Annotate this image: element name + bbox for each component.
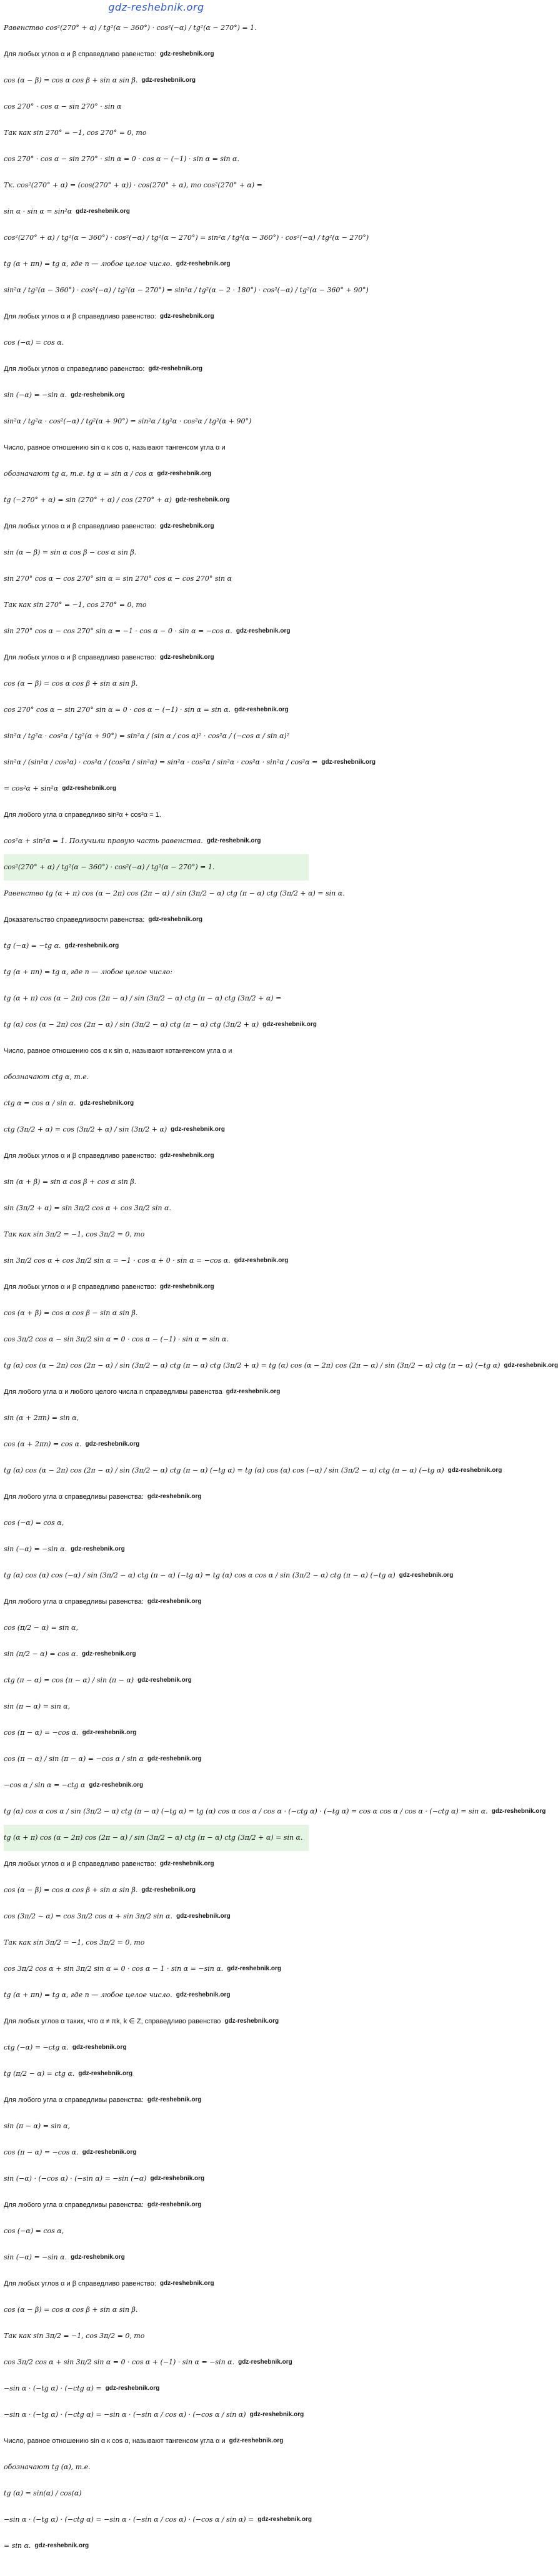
line-text: Для любых углов α и β справедливо равенство: bbox=[4, 313, 156, 320]
watermark: gdz-reshebnik.org bbox=[89, 1782, 144, 1789]
math-line bbox=[4, 1300, 309, 1326]
line-text: sin²α / tg²α · cos²(−α) / tg²(α + 90°) = sin²α / tg²α · cos²α / tg²(α + 90°) bbox=[4, 417, 252, 425]
line-text: sin (π − α) = sin α, bbox=[4, 2122, 71, 2130]
line-text: −sin α · (−tg α) · (−ctg α) = −sin α · (−sin α / cos α) · (−cos α / sin α) bbox=[4, 2411, 246, 2419]
watermark: gdz-reshebnik.org bbox=[141, 1887, 196, 1893]
watermark: gdz-reshebnik.org bbox=[141, 77, 196, 84]
watermark: gdz-reshebnik.org bbox=[147, 1755, 202, 1762]
line-text: cos 270° · cos α − sin 270° · sin α = 0 · cos α − (−1) · sin α = sin α. bbox=[4, 155, 239, 163]
line-text: cos 3π/2 cos α + sin 3π/2 sin α = 0 · cos α − 1 · sin α = −sin α. bbox=[4, 1965, 224, 1973]
math-line bbox=[4, 15, 309, 41]
math-line bbox=[4, 618, 309, 644]
math-line bbox=[4, 1903, 309, 1930]
line-text: sin (−α) · (−cos α) · (−sin α) = −sin (−α) bbox=[4, 2174, 147, 2183]
line-text: cos 270° · cos α − sin 270° · sin α bbox=[4, 102, 122, 111]
line-text: tg (α) cos (α − 2π) cos (2π − α) / sin (3π/2 − α) ctg (π − α) (−tg α) = tg (α) cos (α) cos (−α) / sin (3π/2 − α) ctg (π − α) (−tg α) bbox=[4, 1466, 444, 1474]
math-line bbox=[4, 199, 309, 225]
watermark: gdz-reshebnik.org bbox=[227, 1965, 281, 1972]
math-line bbox=[4, 2297, 309, 2323]
explanation-line bbox=[4, 1484, 309, 1510]
explanation-line bbox=[4, 2428, 309, 2454]
watermark: gdz-reshebnik.org bbox=[78, 2070, 133, 2077]
watermark: gdz-reshebnik.org bbox=[159, 1860, 214, 1867]
watermark: gdz-reshebnik.org bbox=[321, 759, 376, 766]
watermark: gdz-reshebnik.org bbox=[159, 313, 214, 320]
math-line bbox=[4, 1641, 309, 1667]
math-line bbox=[4, 723, 309, 749]
explanation-line bbox=[4, 41, 309, 67]
math-line bbox=[4, 1746, 309, 1772]
math-line bbox=[4, 1117, 309, 1143]
math-line bbox=[4, 2454, 309, 2480]
watermark: gdz-reshebnik.org bbox=[159, 1283, 214, 1290]
line-text: Для любых углов α и β справедливо равенство: bbox=[4, 1152, 156, 1160]
watermark: gdz-reshebnik.org bbox=[71, 392, 125, 398]
math-line bbox=[4, 1064, 309, 1090]
watermark: gdz-reshebnik.org bbox=[147, 2096, 202, 2103]
line-text: cos²(270° + α) / tg²(α − 360°) · cos²(−α) / tg²(α − 270°) = sin²α / tg²(α − 360°) · cos²(−α) / tg²(α − 270°) bbox=[4, 234, 369, 242]
math-line bbox=[4, 1169, 309, 1195]
watermark: gdz-reshebnik.org bbox=[82, 2149, 137, 2156]
watermark: gdz-reshebnik.org bbox=[171, 1126, 225, 1133]
line-text: sin (−α) = −sin α. bbox=[4, 2253, 67, 2261]
line-text: cos 270° cos α − sin 270° sin α = 0 · cos α − (−1) · sin α = sin α. bbox=[4, 706, 231, 714]
line-text: ctg (π − α) = cos (π − α) / sin (π − α) bbox=[4, 1676, 134, 1684]
line-text: tg (α + π) cos (α − 2π) cos (2π − α) / sin (3π/2 − α) ctg (π − α) ctg (3π/2 + α) = sin α. bbox=[4, 1833, 303, 1842]
line-text: cos (α − β) = cos α cos β + sin α sin β. bbox=[4, 1886, 138, 1894]
line-text: sin (α + 2πn) = sin α, bbox=[4, 1414, 79, 1422]
line-text: Для любого угла α справедливы равенства: bbox=[4, 2096, 144, 2104]
explanation-line bbox=[4, 644, 309, 671]
line-text: Для любого угла α справедливы равенства: bbox=[4, 1598, 144, 1606]
line-text: Для любых углов α и β справедливо равенство: bbox=[4, 1860, 156, 1868]
watermark: gdz-reshebnik.org bbox=[85, 1441, 140, 1448]
math-line bbox=[4, 1431, 309, 1458]
line-text: Так как sin 3π/2 = −1, cos 3π/2 = 0, то bbox=[4, 2332, 145, 2340]
line-text: cos (−α) = cos α, bbox=[4, 2227, 64, 2235]
watermark: gdz-reshebnik.org bbox=[226, 1388, 281, 1395]
math-line bbox=[4, 985, 309, 1012]
explanation-line bbox=[4, 1589, 309, 1615]
line-text: sin (π − α) = sin α, bbox=[4, 1702, 71, 1710]
watermark: gdz-reshebnik.org bbox=[71, 1546, 125, 1552]
math-line bbox=[4, 697, 309, 723]
watermark: gdz-reshebnik.org bbox=[82, 1729, 137, 1736]
line-text: cos (α − β) = cos α cos β + sin α sin β. bbox=[4, 2306, 138, 2314]
explanation-line bbox=[4, 356, 309, 382]
math-line bbox=[4, 2166, 309, 2192]
explanation-line bbox=[4, 2271, 309, 2297]
watermark: gdz-reshebnik.org bbox=[79, 1100, 134, 1107]
explanation-line bbox=[4, 907, 309, 933]
line-text: обозначают ctg α, т.е. bbox=[4, 1073, 89, 1081]
math-line bbox=[4, 1562, 454, 1589]
line-text: tg (α + πn) = tg α, где n — любое целое число. bbox=[4, 1991, 172, 1999]
line-text: cos (α − β) = cos α cos β + sin α sin β. bbox=[4, 76, 138, 84]
math-line bbox=[4, 540, 309, 566]
watermark: gdz-reshebnik.org bbox=[147, 2201, 202, 2208]
watermark: gdz-reshebnik.org bbox=[224, 2018, 279, 2025]
watermark: gdz-reshebnik.org bbox=[176, 1991, 231, 1998]
watermark: gdz-reshebnik.org bbox=[238, 2359, 292, 2366]
line-text: Так как sin 270° = −1, cos 270° = 0, то bbox=[4, 129, 147, 137]
watermark: gdz-reshebnik.org bbox=[105, 2385, 160, 2392]
result-equation bbox=[4, 1825, 309, 1851]
line-text: cos²(270° + α) / tg²(α − 360°) · cos²(−α) / tg²(α − 270°) = 1. bbox=[4, 863, 215, 871]
explanation-line bbox=[4, 2008, 309, 2035]
watermark: gdz-reshebnik.org bbox=[229, 2437, 284, 2444]
math-line bbox=[4, 1326, 309, 1353]
watermark: gdz-reshebnik.org bbox=[71, 2254, 125, 2261]
line-text: cos (π/2 − α) = sin α, bbox=[4, 1624, 78, 1632]
watermark: gdz-reshebnik.org bbox=[234, 1257, 289, 1264]
line-text: Число, равное отношению sin α к cos α, называют тангенсом угла α и bbox=[4, 444, 226, 452]
watermark: gdz-reshebnik.org bbox=[72, 2044, 127, 2051]
line-text: обозначают tg α, т.е. tg α = sin α / cos α bbox=[4, 470, 154, 478]
watermark: gdz-reshebnik.org bbox=[159, 654, 214, 661]
line-text: Так как sin 3π/2 = −1, cos 3π/2 = 0, то bbox=[4, 1230, 145, 1238]
line-text: ctg (−α) = −ctg α. bbox=[4, 2043, 69, 2051]
line-text: tg (α) = sin(α) / cos(α) bbox=[4, 2489, 82, 2497]
line-text: = sin α. bbox=[4, 2542, 31, 2550]
math-line bbox=[4, 487, 309, 513]
math-line bbox=[4, 1248, 309, 1274]
math-line bbox=[4, 1536, 309, 1562]
watermark: gdz-reshebnik.org bbox=[159, 51, 214, 57]
math-line bbox=[4, 592, 309, 618]
math-line bbox=[4, 2218, 309, 2244]
line-text: cos (−α) = cos α. bbox=[4, 338, 64, 347]
math-line bbox=[4, 2349, 309, 2376]
watermark: gdz-reshebnik.org bbox=[34, 2542, 89, 2549]
line-text: Для любых углов α и β справедливо равенство: bbox=[4, 51, 156, 58]
watermark: gdz-reshebnik.org bbox=[81, 1651, 136, 1657]
watermark: gdz-reshebnik.org bbox=[236, 628, 291, 634]
math-line bbox=[4, 1090, 309, 1117]
line-text: sin²α / (sin²α / cos²α) · cos²α / (cos²α / sin²α) = sin²α · cos²α / sin²α · cos²α · sin²α / cos²α = bbox=[4, 758, 318, 766]
math-line bbox=[4, 959, 309, 985]
explanation-line bbox=[4, 1143, 309, 1169]
line-text: tg (π/2 − α) = ctg α. bbox=[4, 2070, 75, 2078]
line-text: Для любых углов α справедливо равенство: bbox=[4, 365, 145, 373]
math-line bbox=[4, 2402, 309, 2428]
math-line bbox=[4, 1667, 309, 1694]
line-text: cos (α + 2πn) = cos α. bbox=[4, 1440, 82, 1448]
math-line bbox=[4, 225, 369, 251]
solution-document bbox=[0, 15, 558, 2559]
watermark: gdz-reshebnik.org bbox=[62, 785, 116, 792]
line-text: ctg α = cos α / sin α. bbox=[4, 1099, 76, 1107]
explanation-line bbox=[4, 435, 309, 461]
math-line bbox=[4, 1877, 309, 1903]
line-text: sin 3π/2 cos α + cos 3π/2 sin α = −1 · cos α + 0 · sin α = −cos α. bbox=[4, 1256, 231, 1265]
line-text: cos 3π/2 cos α − sin 3π/2 sin α = 0 · cos α − (−1) · sin α = sin α. bbox=[4, 1335, 229, 1343]
explanation-line bbox=[4, 1851, 309, 1877]
math-line bbox=[4, 1720, 309, 1746]
math-line bbox=[4, 2061, 309, 2087]
math-line bbox=[4, 2376, 309, 2402]
math-line bbox=[4, 1012, 317, 1038]
math-line bbox=[4, 94, 309, 120]
math-line bbox=[4, 1458, 502, 1484]
explanation-line bbox=[4, 802, 309, 828]
line-text: cos (π − α) = −cos α. bbox=[4, 2148, 79, 2156]
line-text: Равенство cos²(270° + α) / tg²(α − 360°) · cos²(−α) / tg²(α − 270°) = 1. bbox=[4, 24, 257, 32]
math-line bbox=[4, 671, 309, 697]
line-text: Число, равное отношению cos α к sin α, называют котангенсом угла α и bbox=[4, 1047, 232, 1055]
result-equation bbox=[4, 854, 309, 881]
math-line bbox=[4, 881, 345, 907]
watermark: gdz-reshebnik.org bbox=[159, 1152, 214, 1159]
math-line bbox=[4, 2035, 309, 2061]
math-line bbox=[4, 408, 309, 435]
line-text: Для любого угла α справедливы равенства: bbox=[4, 2201, 144, 2209]
line-text: tg (α) cos (α − 2π) cos (2π − α) / sin (3π/2 − α) ctg (π − α) ctg (3π/2 + α) bbox=[4, 1020, 259, 1029]
watermark: gdz-reshebnik.org bbox=[147, 1598, 202, 1605]
line-text: cos (α − β) = cos α cos β + sin α sin β. bbox=[4, 679, 138, 688]
line-text: Так как sin 3π/2 = −1, cos 3π/2 = 0, то bbox=[4, 1938, 145, 1947]
watermark: gdz-reshebnik.org bbox=[447, 1467, 502, 1474]
line-text: sin (−α) = −sin α. bbox=[4, 1545, 67, 1553]
math-line bbox=[4, 382, 309, 408]
math-line bbox=[4, 1615, 309, 1641]
math-line bbox=[4, 776, 309, 802]
math-line bbox=[4, 2113, 309, 2139]
watermark: gdz-reshebnik.org bbox=[249, 2411, 304, 2418]
watermark: gdz-reshebnik.org bbox=[76, 208, 130, 215]
math-line bbox=[4, 251, 309, 277]
line-text: tg (α + π) cos (α − 2π) cos (2π − α) / sin (3π/2 − α) ctg (π − α) ctg (3π/2 + α) = bbox=[4, 994, 282, 1002]
math-line bbox=[4, 120, 309, 146]
line-text: sin α · sin α = sin²α bbox=[4, 207, 72, 215]
watermark: gdz-reshebnik.org bbox=[491, 1808, 546, 1815]
line-text: sin²α / tg²α · cos²α / tg²(α + 90°) = sin²α / (sin α / cos α)² · cos²α / (−cos α / sin α)² bbox=[4, 732, 290, 740]
math-line bbox=[4, 1195, 309, 1221]
line-text: −sin α · (−tg α) · (−ctg α) = bbox=[4, 2384, 102, 2392]
math-line bbox=[4, 461, 309, 487]
explanation-line bbox=[4, 1038, 309, 1064]
math-line bbox=[4, 277, 369, 303]
math-line bbox=[4, 2139, 309, 2166]
explanation-line bbox=[4, 2087, 309, 2113]
watermark: gdz-reshebnik.org bbox=[157, 470, 212, 477]
watermark: gdz-reshebnik.org bbox=[234, 706, 289, 713]
explanation-line bbox=[4, 513, 309, 540]
line-text: −sin α · (−tg α) · (−ctg α) = −sin α · (−sin α / cos α) · (−cos α / sin α) = bbox=[4, 2515, 254, 2524]
math-line bbox=[4, 1510, 309, 1536]
watermark: gdz-reshebnik.org bbox=[148, 365, 202, 372]
math-line bbox=[4, 2533, 309, 2559]
watermark: gdz-reshebnik.org bbox=[175, 496, 230, 503]
line-text: sin (α + β) = sin α cos β + cos α sin β. bbox=[4, 1178, 137, 1186]
line-text: tg (α + πn) = tg α, где n — любое целое число: bbox=[4, 968, 172, 976]
line-text: −cos α / sin α = −ctg α bbox=[4, 1781, 86, 1789]
line-text: cos (π − α) = −cos α. bbox=[4, 1729, 79, 1737]
line-text: tg (α + πn) = tg α, где n — любое целое число. bbox=[4, 260, 172, 268]
explanation-line bbox=[4, 1274, 309, 1300]
line-text: tg (−270° + α) = sin (270° + α) / cos (270° + α) bbox=[4, 496, 172, 504]
line-text: sin 270° cos α − cos 270° sin α = sin 270° cos α − cos 270° sin α bbox=[4, 575, 232, 583]
watermark: gdz-reshebnik.org bbox=[159, 2280, 214, 2287]
line-text: tg (−α) = −tg α. bbox=[4, 942, 61, 950]
line-text: Равенство tg (α + π) cos (α − 2π) cos (2π − α) / sin (3π/2 − α) ctg (π − α) ctg (3π/2 + α) = sin α. bbox=[4, 889, 345, 897]
math-line bbox=[4, 1405, 309, 1431]
line-text: cos 3π/2 cos α + sin 3π/2 sin α = 0 · cos α + (−1) · sin α = −sin α. bbox=[4, 2358, 235, 2366]
line-text: cos (π − α) / sin (π − α) = −cos α / sin α bbox=[4, 1755, 144, 1763]
line-text: ctg (3π/2 + α) = cos (3π/2 + α) / sin (3π/2 + α) bbox=[4, 1125, 167, 1133]
line-text: sin (3π/2 + α) = sin 3π/2 cos α + cos 3π/2 sin α. bbox=[4, 1204, 171, 1212]
watermark: gdz-reshebnik.org bbox=[257, 2516, 312, 2523]
line-text: sin²α / tg²(α − 360°) · cos²(−α) / tg²(α − 270°) = sin²α / tg²(α − 2 · 180°) · cos²(−α) / tg²(α − 360° + 90°) bbox=[4, 286, 369, 294]
explanation-line bbox=[4, 2192, 309, 2218]
line-text: tg (α) cos (α − 2π) cos (2π − α) / sin (3π/2 − α) ctg (π − α) ctg (3π/2 + α) = tg (α) cos (α − 2π) cos (2π − α) / sin (3π/2 − α) ctg (π − α) (−tg α) bbox=[4, 1361, 501, 1369]
line-text: sin (π/2 − α) = cos α. bbox=[4, 1650, 78, 1658]
watermark: gdz-reshebnik.org bbox=[148, 916, 203, 923]
line-text: cos²α + sin²α = 1. Получили правую часть равенства. bbox=[4, 837, 203, 845]
math-line bbox=[4, 828, 309, 854]
line-text: sin (α − β) = sin α cos β − cos α sin β. bbox=[4, 548, 137, 556]
math-line bbox=[4, 2480, 309, 2507]
line-text: tg (α) cos (α) cos (−α) / sin (3π/2 − α) ctg (π − α) (−tg α) = tg (α) cos α cos α / sin (3π/2 − α) ctg (π − α) (−tg α) bbox=[4, 1571, 396, 1579]
line-text: обозначают tg (α), т.е. bbox=[4, 2463, 91, 2471]
line-text: Для любых углов α и β справедливо равенство: bbox=[4, 2280, 156, 2287]
watermark: gdz-reshebnik.org bbox=[399, 1572, 454, 1579]
math-line bbox=[4, 172, 309, 199]
watermark: gdz-reshebnik.org bbox=[504, 1362, 558, 1369]
watermark: gdz-reshebnik.org bbox=[137, 1677, 192, 1684]
line-text: cos (−α) = cos α, bbox=[4, 1519, 64, 1527]
line-text: sin 270° cos α − cos 270° sin α = −1 · cos α − 0 · sin α = −cos α. bbox=[4, 627, 232, 635]
watermark: gdz-reshebnik.org bbox=[147, 1493, 202, 1500]
math-line bbox=[4, 1799, 546, 1825]
watermark: gdz-reshebnik.org bbox=[64, 942, 119, 949]
watermark: gdz-reshebnik.org bbox=[159, 523, 214, 530]
math-line bbox=[4, 1982, 309, 2008]
line-text: cos (α + β) = cos α cos β − sin α sin β. bbox=[4, 1309, 138, 1317]
line-text: Для любых углов α таких, что α ≠ πk, k ∈ Z, справедливо равенство bbox=[4, 2018, 221, 2025]
line-text: sin (−α) = −sin α. bbox=[4, 391, 67, 399]
watermark: gdz-reshebnik.org bbox=[206, 837, 261, 844]
math-line bbox=[4, 1353, 558, 1379]
line-text: Для любых углов α и β справедливо равенство: bbox=[4, 654, 156, 661]
watermark: gdz-reshebnik.org bbox=[176, 260, 231, 267]
math-line bbox=[4, 2507, 312, 2533]
line-text: Так как sin 270° = −1, cos 270° = 0, то bbox=[4, 601, 147, 609]
site-brand: gdz-reshebnik.org bbox=[108, 1, 204, 13]
watermark: gdz-reshebnik.org bbox=[262, 1021, 317, 1028]
math-line bbox=[4, 1930, 309, 1956]
explanation-line bbox=[4, 1379, 309, 1405]
math-line bbox=[4, 2323, 309, 2349]
watermark: gdz-reshebnik.org bbox=[176, 1913, 231, 1920]
math-line bbox=[4, 330, 309, 356]
math-line bbox=[4, 933, 309, 959]
line-text: Число, равное отношению sin α к cos α, называют тангенсом угла α и bbox=[4, 2437, 226, 2445]
line-text: tg (α) cos α cos α / sin (3π/2 − α) ctg (π − α) (−tg α) = tg (α) cos α cos α / cos α · (−ctg α) · (−tg α) = cos α cos α / cos α · (−ctg α) = sin α. bbox=[4, 1807, 488, 1815]
line-text: Доказательство справедливости равенства: bbox=[4, 916, 145, 924]
line-text: Для любых углов α и β справедливо равенство: bbox=[4, 523, 156, 530]
math-line bbox=[4, 146, 309, 172]
explanation-line bbox=[4, 303, 309, 330]
line-text: Для любого угла α справедливы равенства: bbox=[4, 1493, 144, 1501]
line-text: Для любых углов α и β справедливо равенство: bbox=[4, 1283, 156, 1291]
math-line bbox=[4, 67, 309, 94]
math-line bbox=[4, 749, 376, 776]
line-text: = cos²α + sin²α bbox=[4, 784, 59, 792]
math-line bbox=[4, 1956, 309, 1982]
line-text: Для любого угла α и любого целого числа n справедливы равенства bbox=[4, 1388, 222, 1396]
line-text: Для любого угла α справедливо sin²α + cos²α = 1. bbox=[4, 811, 161, 819]
math-line bbox=[4, 1694, 309, 1720]
line-text: cos (3π/2 − α) = cos 3π/2 cos α + sin 3π/2 sin α. bbox=[4, 1912, 173, 1920]
line-text: Тк. cos²(270° + α) = (cos(270° + α)) · cos(270° + α), то cos²(270° + α) = bbox=[4, 181, 262, 189]
math-line bbox=[4, 1772, 309, 1799]
math-line bbox=[4, 2244, 309, 2271]
math-line bbox=[4, 566, 309, 592]
math-line bbox=[4, 1221, 309, 1248]
watermark: gdz-reshebnik.org bbox=[150, 2175, 205, 2182]
